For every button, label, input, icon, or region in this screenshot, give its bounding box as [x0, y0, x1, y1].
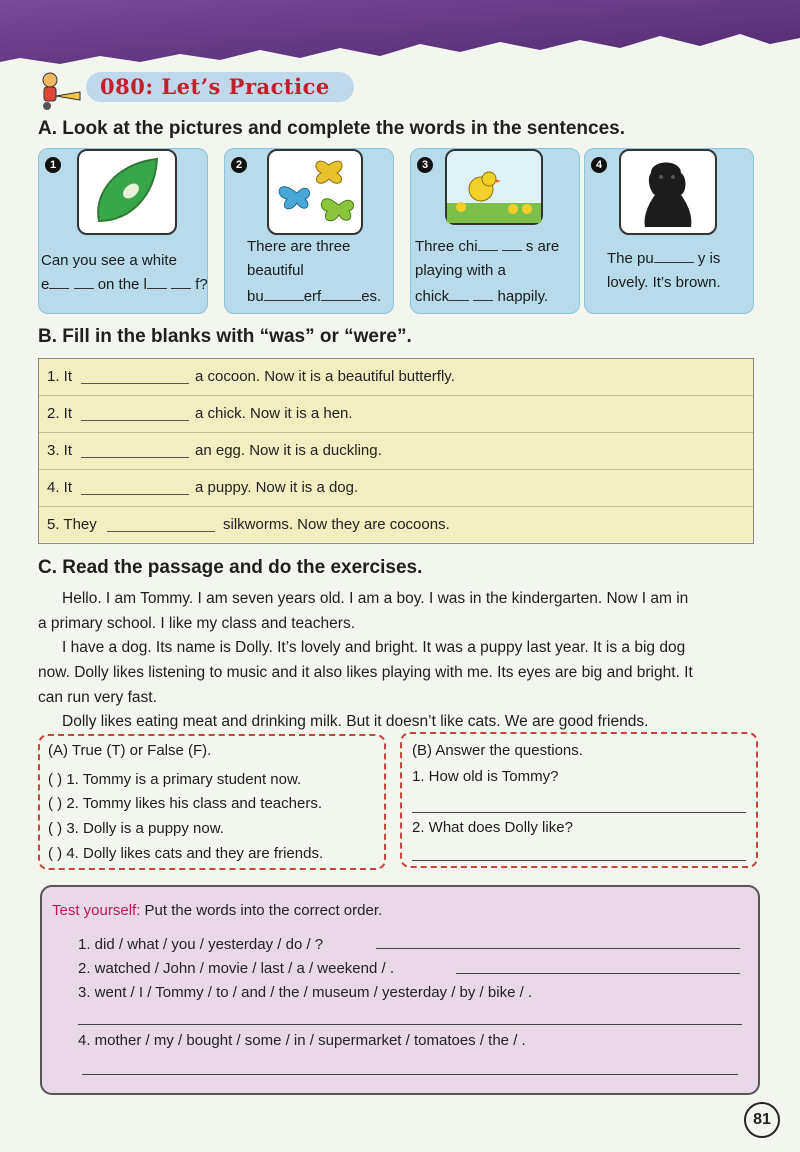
section-c-heading: C. Read the passage and do the exercises. [38, 557, 423, 578]
card-3-line2: playing with a [415, 262, 506, 279]
card-2-line1: There are three [247, 238, 351, 255]
passage-line: now. Dolly likes listening to music and it also likes playing with me. Its eyes are big and bright. It [38, 664, 693, 681]
answer-title: (B) Answer the questions. [412, 742, 583, 759]
card-1 [38, 148, 208, 314]
passage-line: can run very fast. [38, 689, 157, 706]
card-2-line3: bu erf es. [247, 288, 382, 305]
section-a-heading: A. Look at the pictures and complete the words in the sentences. [38, 118, 626, 139]
passage-line: Hello. I am Tommy. I am seven years old. I am a boy. I was in the kindergarten. Now I am in [62, 590, 689, 607]
page-number: 81 [744, 1102, 780, 1138]
passage-line: I have a dog. Its name is Dolly. It’s lovely and bright. It was a puppy last year. It is a big dog [62, 639, 686, 656]
answer-line [412, 860, 746, 861]
card-number: 2 [231, 157, 247, 173]
card-1-line2: e on the l f? [41, 276, 208, 293]
card-3-line3: chick happily. [415, 288, 549, 305]
test-item: 1. did / what / you / yesterday / do / ? [78, 936, 324, 953]
page-title: 080: Let’s Practice [100, 74, 330, 99]
answer-line [78, 1024, 742, 1025]
true-false-item: ( ) 4. Dolly likes cats and they are friends. [48, 845, 324, 862]
passage-line: a primary school. I like my class and teachers. [38, 615, 356, 632]
card-2 [224, 148, 394, 314]
question-2: 2. What does Dolly like? [412, 819, 573, 836]
table-row: 1. It a cocoon. Now it is a beautiful butterfly. [39, 359, 753, 396]
card-number: 4 [591, 157, 607, 173]
chicks-icon [445, 149, 543, 225]
puppy-icon [619, 149, 717, 235]
table-row: 4. It a puppy. Now it is a dog. [39, 470, 753, 507]
card-4-line2: lovely. It’s brown. [607, 274, 721, 291]
answer-line [412, 812, 746, 813]
leaf-icon [77, 149, 177, 235]
fill-in-table [38, 358, 754, 544]
table-row: 5. They silkworms. Now they are cocoons. [39, 507, 753, 542]
table-row: 3. It an egg. Now it is a duckling. [39, 433, 753, 470]
passage-line: Dolly likes eating meat and drinking milk. But it doesn’t like cats. We are good friends. [62, 713, 649, 730]
card-3 [410, 148, 580, 314]
test-heading: Test yourself: Put the words into the correct order. [52, 902, 383, 919]
answer-line [82, 1074, 738, 1075]
top-banner [0, 0, 800, 70]
card-4-line1: The pu y is [607, 250, 721, 267]
question-1: 1. How old is Tommy? [412, 768, 559, 785]
section-b-heading: B. Fill in the blanks with “was” or “were”. [38, 326, 412, 347]
card-1-line1: Can you see a white [41, 252, 177, 269]
card-number: 3 [417, 157, 433, 173]
test-item: 3. went / I / Tommy / to / and / the / museum / yesterday / by / bike / . [78, 984, 533, 1001]
mascot-icon [36, 68, 84, 112]
card-number: 1 [45, 157, 61, 173]
card-2-line2: beautiful [247, 262, 304, 279]
true-false-title: (A) True (T) or False (F). [48, 742, 212, 759]
answer-line [456, 973, 740, 974]
card-3-line1: Three chi s are [415, 238, 560, 255]
card-4 [584, 148, 754, 314]
butterflies-icon [267, 149, 363, 235]
true-false-item: ( ) 3. Dolly is a puppy now. [48, 820, 224, 837]
table-row: 2. It a chick. Now it is a hen. [39, 396, 753, 433]
test-item: 2. watched / John / movie / last / a / weekend / . [78, 960, 394, 977]
true-false-item: ( ) 1. Tommy is a primary student now. [48, 771, 302, 788]
test-item: 4. mother / my / bought / some / in / supermarket / tomatoes / the / . [78, 1032, 526, 1049]
answer-line [376, 948, 740, 949]
true-false-item: ( ) 2. Tommy likes his class and teachers. [48, 795, 322, 812]
